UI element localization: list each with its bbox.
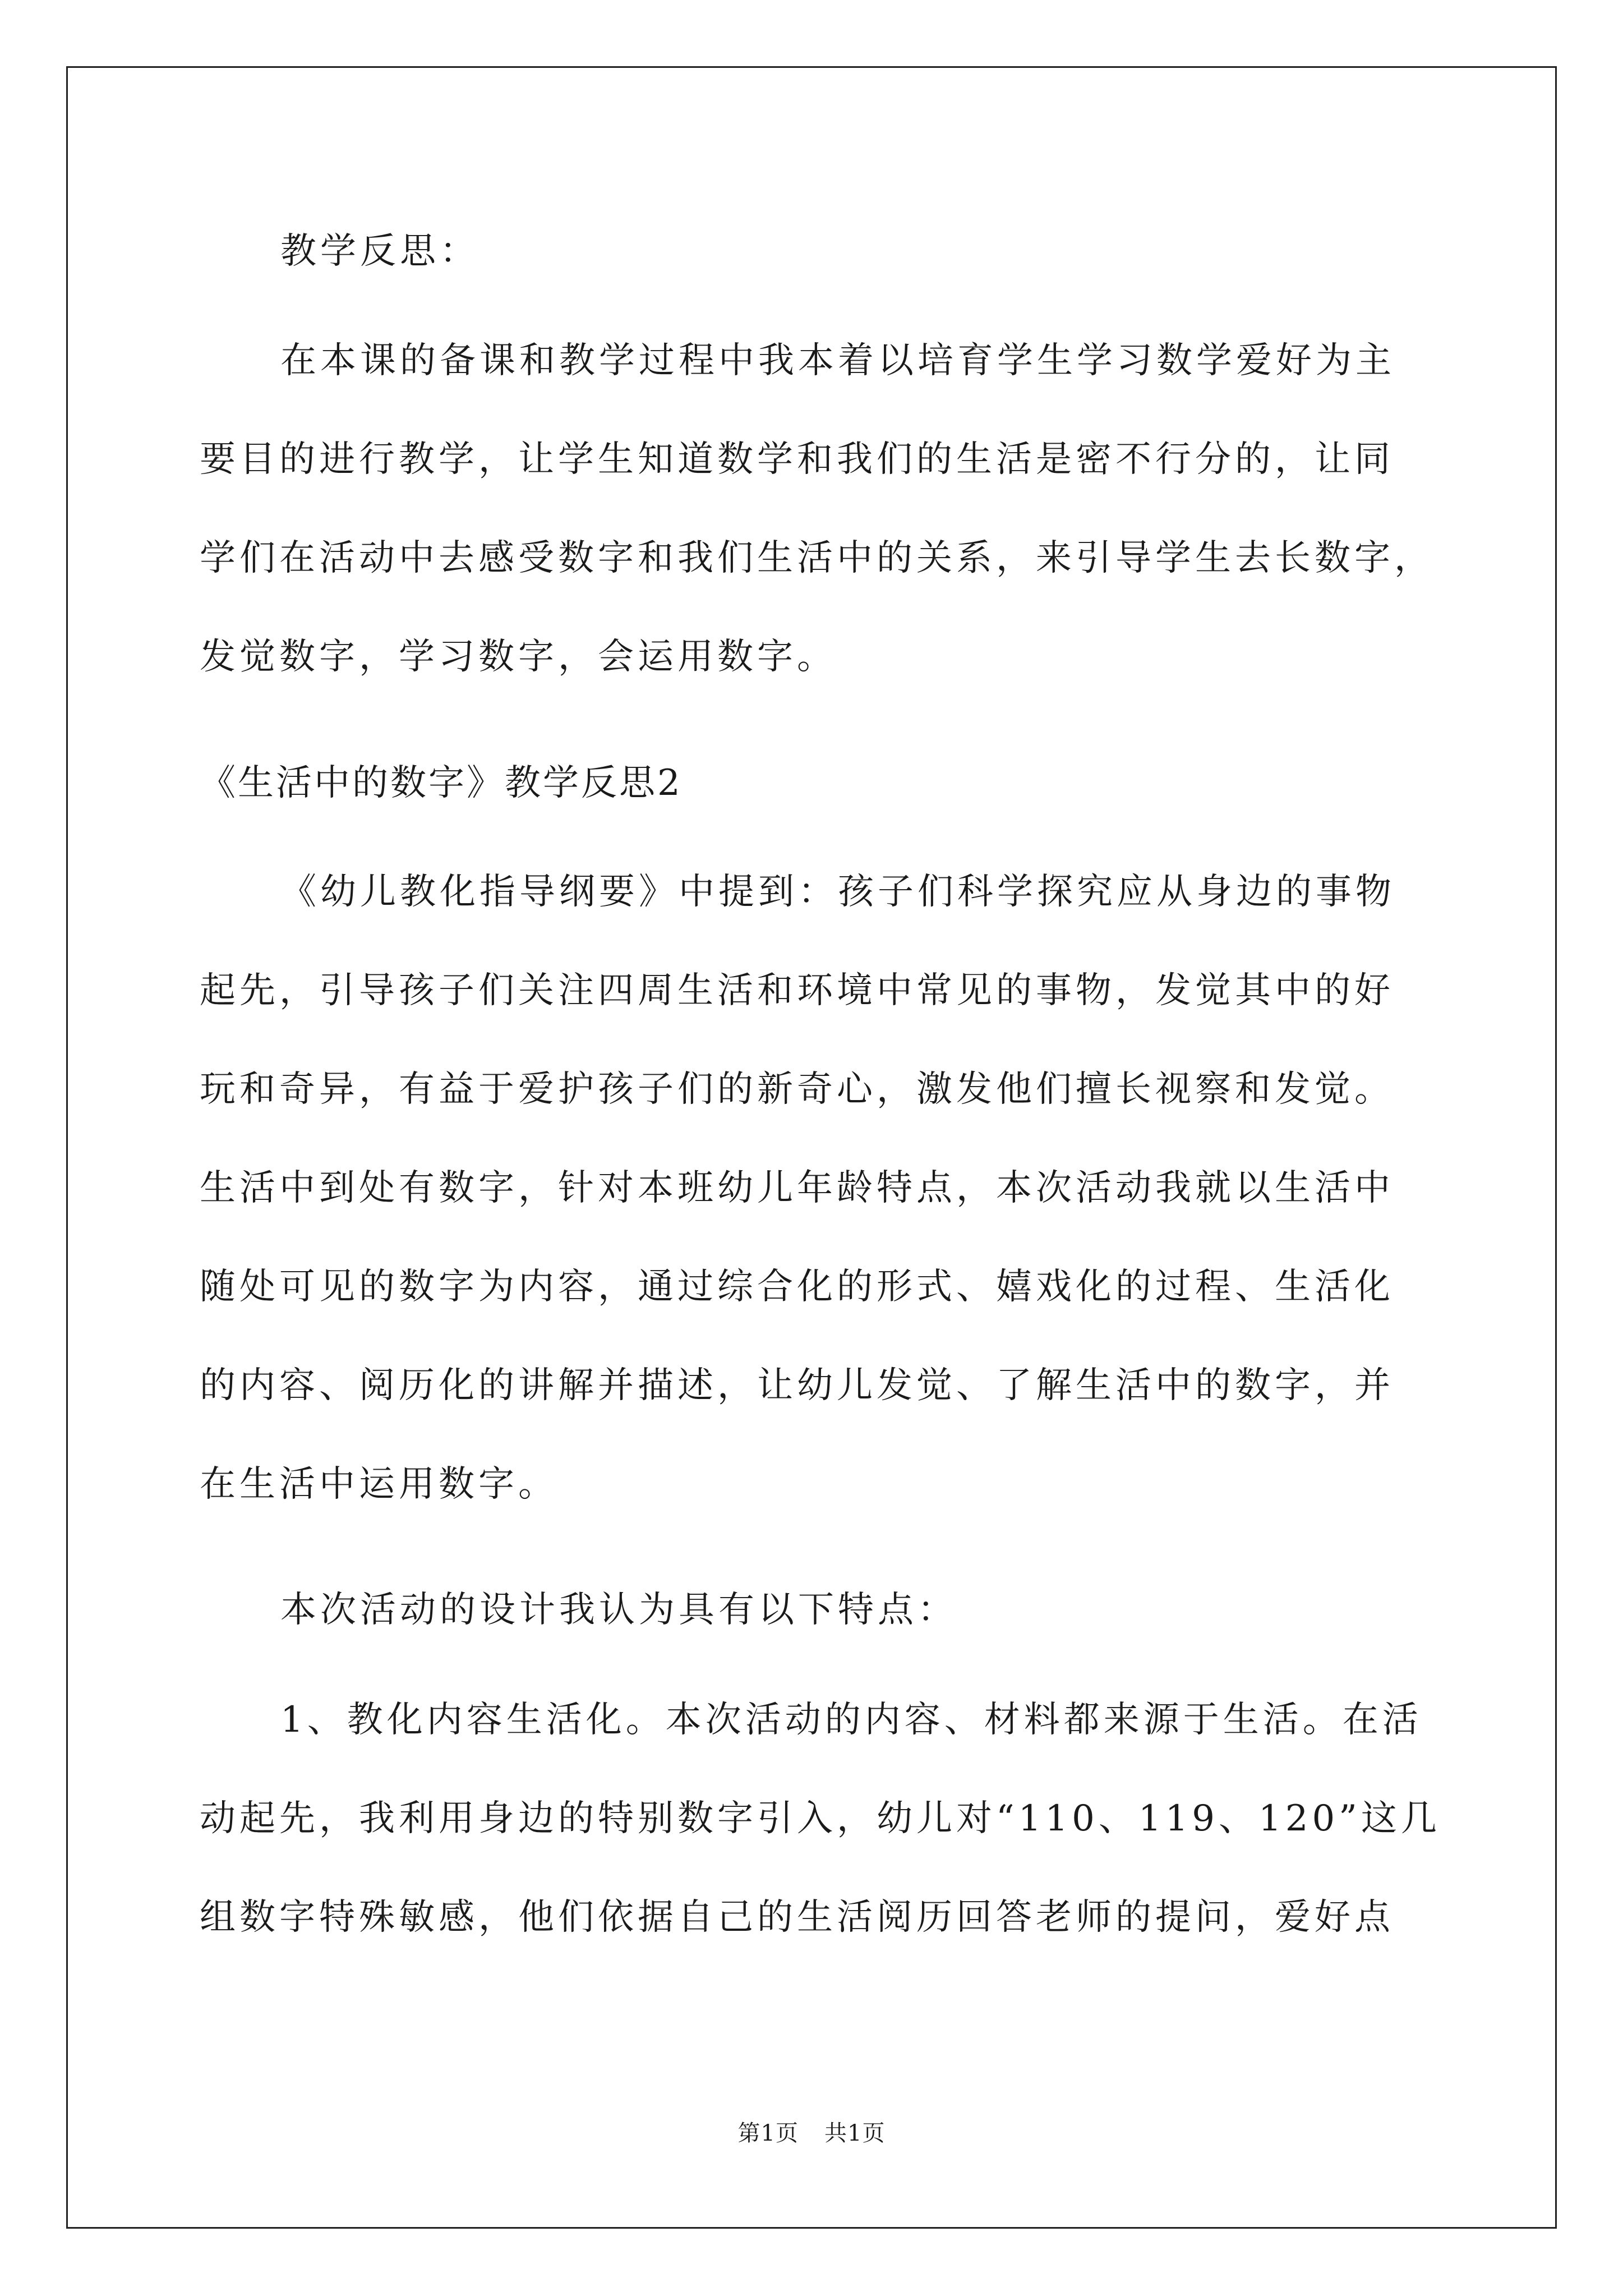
paragraph-line: 发觉数字，学习数字，会运用数字。 bbox=[200, 636, 837, 678]
page-footer bbox=[0, 2119, 1623, 2147]
paragraph-line: 学们在活动中去感受数字和我们生活中的关系，来引导学生去长数字， bbox=[200, 537, 1434, 579]
paragraph-line: 随处可见的数字为内容，通过综合化的形式、嬉戏化的过程、生活化 bbox=[200, 1266, 1394, 1308]
paragraph-line: 《幼儿教化指导纲要》中提到：孩子们科学探究应从身边的事物 bbox=[280, 871, 1395, 913]
paragraph-line: 组数字特殊敏感，他们依据自己的生活阅历回答老师的提问，爱好点 bbox=[200, 1897, 1394, 1938]
paragraph-line: 在生活中运用数字。 bbox=[200, 1464, 558, 1505]
paragraph-line: 要目的进行教学，让学生知道数学和我们的生活是密不行分的，让同 bbox=[200, 439, 1394, 480]
paragraph-line: 动起先，我利用身边的特别数字引入，幼儿对“110、119、120”这几 bbox=[200, 1798, 1441, 1839]
paragraph-line: 在本课的备课和教学过程中我本着以培育学生学习数学爱好为主 bbox=[280, 340, 1395, 381]
section-heading-reflection: 教学反思： bbox=[280, 231, 479, 272]
article-title: 《生活中的数字》教学反思2 bbox=[200, 762, 683, 804]
paragraph-line: 的内容、阅历化的讲解并描述，让幼儿发觉、了解生活中的数字，并 bbox=[200, 1365, 1394, 1406]
paragraph-line: 玩和奇异，有益于爱护孩子们的新奇心，激发他们擅长视察和发觉。 bbox=[200, 1069, 1394, 1110]
paragraph-line: 起先，引导孩子们关注四周生活和环境中常见的事物，发觉其中的好 bbox=[200, 970, 1394, 1011]
page-total: 共1页 bbox=[824, 2120, 886, 2146]
paragraph-line: 本次活动的设计我认为具有以下特点： bbox=[280, 1589, 957, 1631]
paragraph-line: 1、教化内容生活化。本次活动的内容、材料都来源于生活。在活 bbox=[280, 1699, 1422, 1741]
page-number: 第1页 bbox=[737, 2120, 799, 2146]
paragraph-line: 生活中到处有数字，针对本班幼儿年龄特点，本次活动我就以生活中 bbox=[200, 1167, 1394, 1209]
